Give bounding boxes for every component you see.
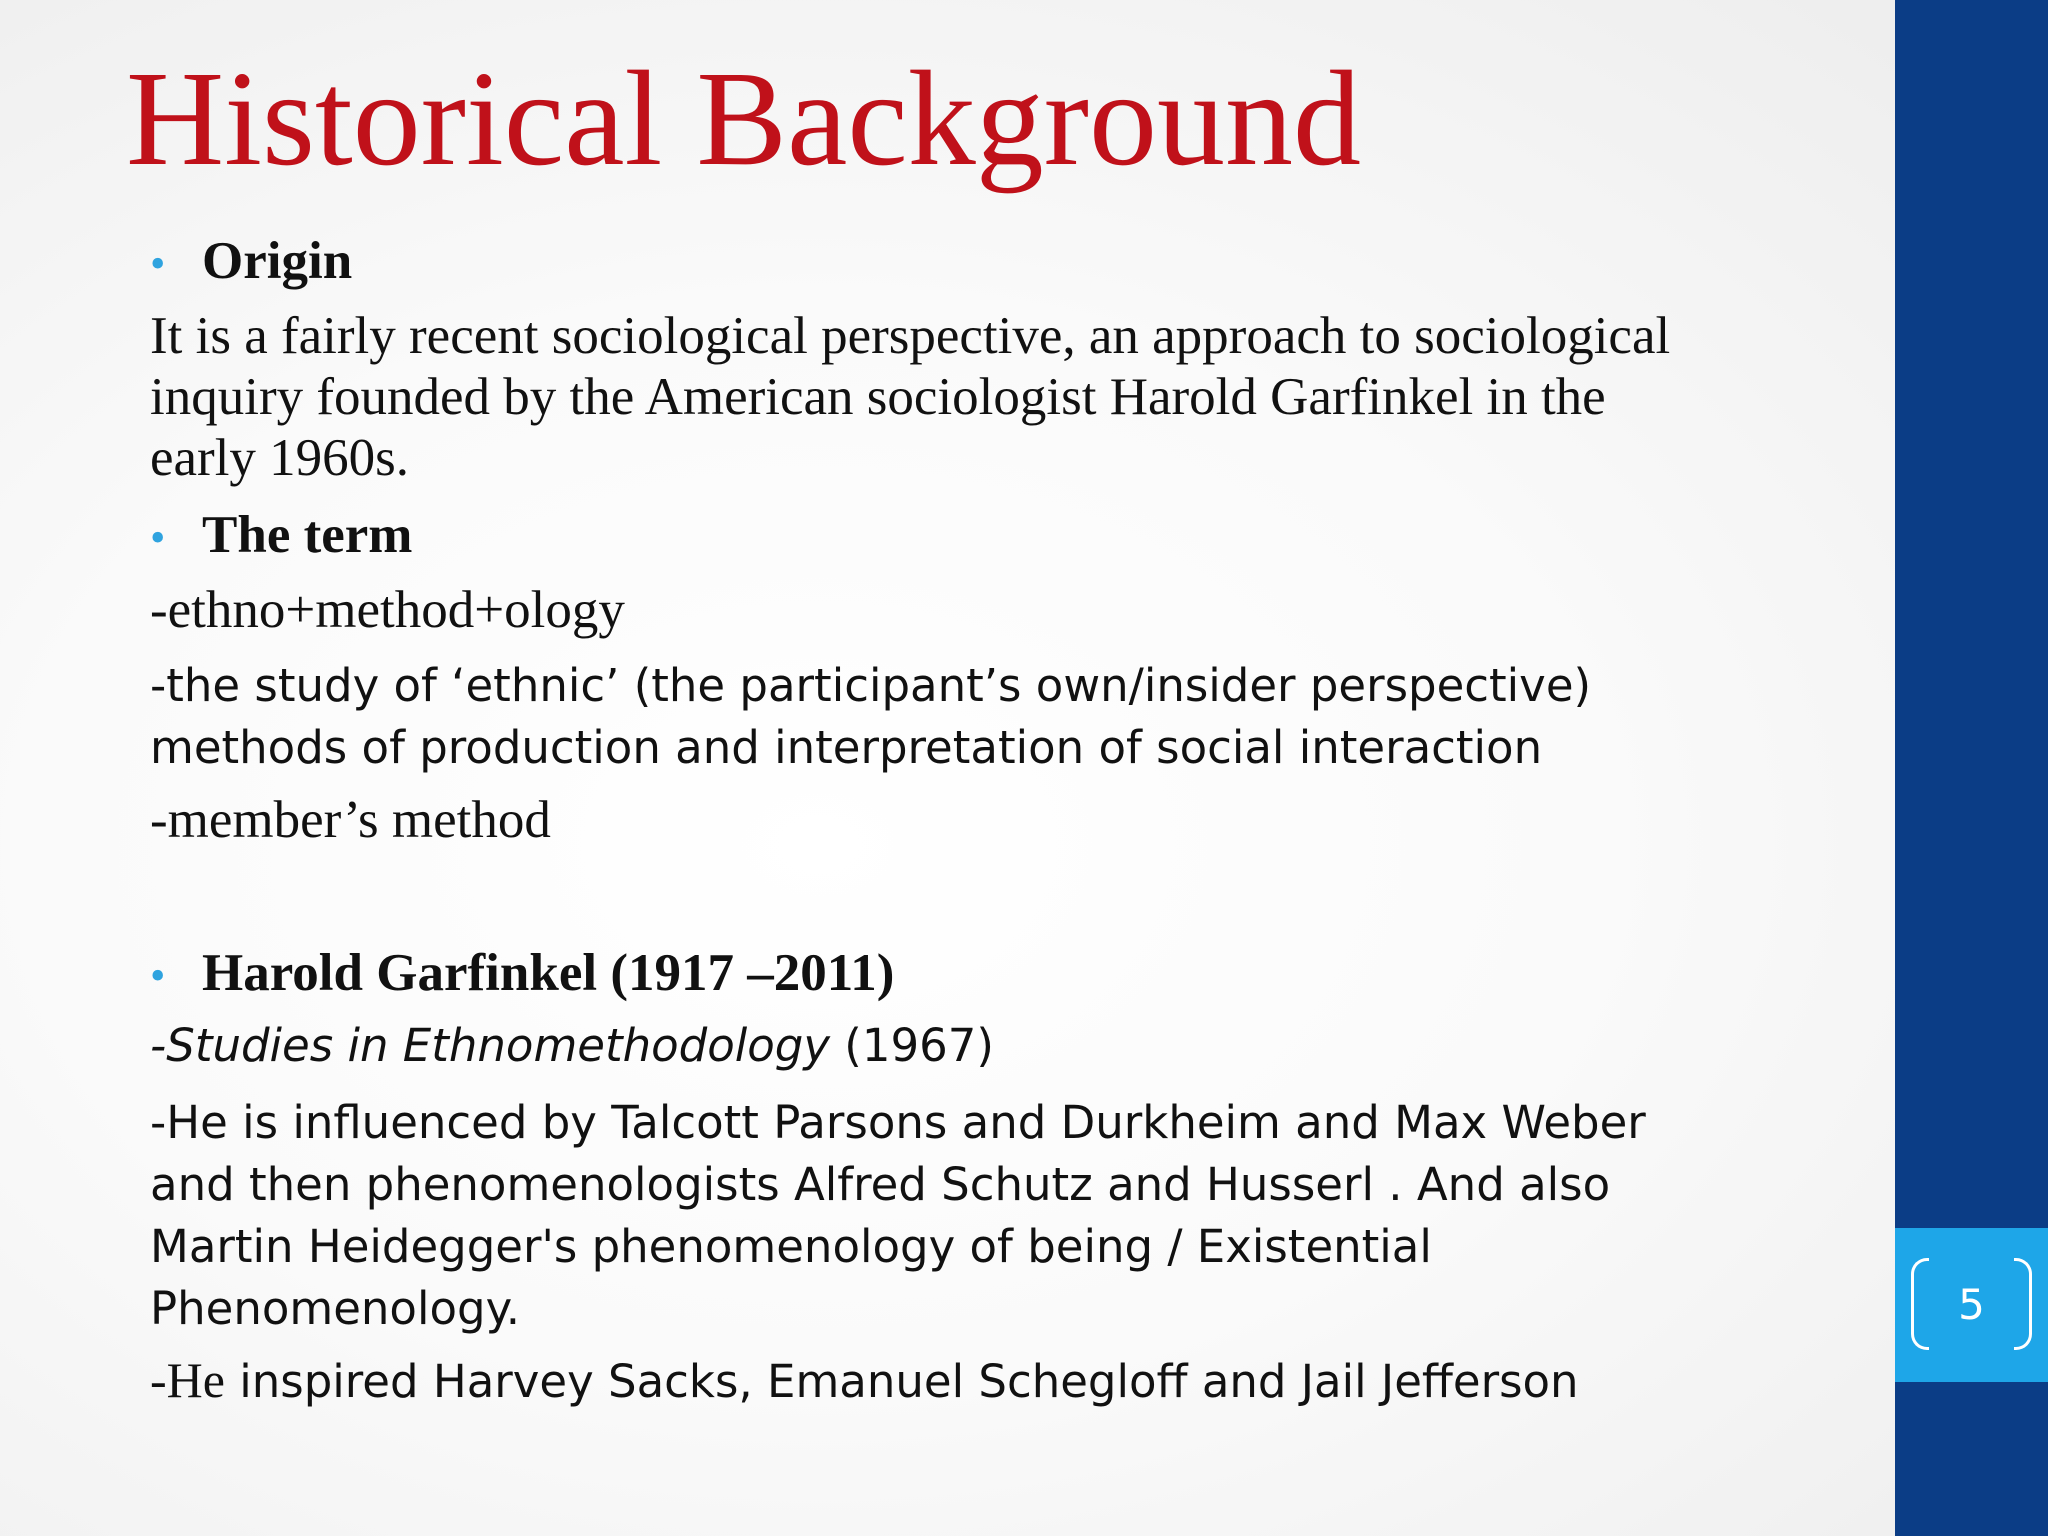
term-section (150, 504, 1850, 569)
garfinkel-inspired (150, 1350, 1850, 1413)
term-definition-line: methods of production and interpretation of social interaction (150, 721, 1543, 774)
inspired-prefix: -He (150, 1352, 225, 1408)
garfinkel-bullet (150, 942, 1850, 1007)
term-definition (150, 655, 1850, 779)
garfinkel-influences (150, 1092, 1850, 1340)
book-title: Studies in Ethnomethodology (166, 1019, 830, 1072)
influence-line: -He is influenced by Talcott Parsons and Durkheim and Max Weber (150, 1096, 1646, 1149)
term-bullet (150, 504, 1850, 569)
origin-bullet (150, 230, 1850, 295)
term-heading: The term (202, 506, 413, 564)
bullet-dot-icon: • (150, 513, 166, 562)
garfinkel-section (150, 942, 1850, 1007)
slide-title: Historical Background (126, 44, 1362, 194)
garfinkel-heading: Harold Garfinkel (1917 –2011) (202, 944, 895, 1002)
inspired-rest: inspired Harvey Sacks, Emanuel Schegloff and Jail Jefferson (224, 1355, 1579, 1408)
bullet-dot-icon: • (150, 951, 166, 1000)
term-member-method: -member’s method (150, 791, 551, 849)
book-year: (1967) (830, 1019, 994, 1072)
term-etymology: -ethno+method+ology (150, 581, 625, 639)
origin-line: early 1960s. (150, 429, 410, 487)
page-number-badge (1895, 1228, 2048, 1382)
book-prefix: - (150, 1019, 167, 1072)
influence-line: Martin Heidegger's phenomenology of being / Existential (150, 1220, 1432, 1273)
garfinkel-book (150, 1015, 1850, 1077)
term-definition-line: -the study of ‘ethnic’ (the participant’s own/insider perspective) (150, 659, 1592, 712)
origin-line: It is a fairly recent sociological perspective, an approach to sociological (150, 307, 1671, 365)
origin-heading: Origin (202, 232, 353, 290)
origin-section (150, 230, 1850, 295)
bullet-dot-icon: • (150, 239, 166, 288)
influence-line: Phenomenology. (150, 1282, 521, 1335)
origin-line: inquiry founded by the American sociologist Harold Garfinkel in the (150, 368, 1606, 426)
origin-text (150, 306, 1850, 489)
page-number: 5 (1958, 1280, 1985, 1329)
influence-line: and then phenomenologists Alfred Schutz and Husserl . And also (150, 1158, 1611, 1211)
